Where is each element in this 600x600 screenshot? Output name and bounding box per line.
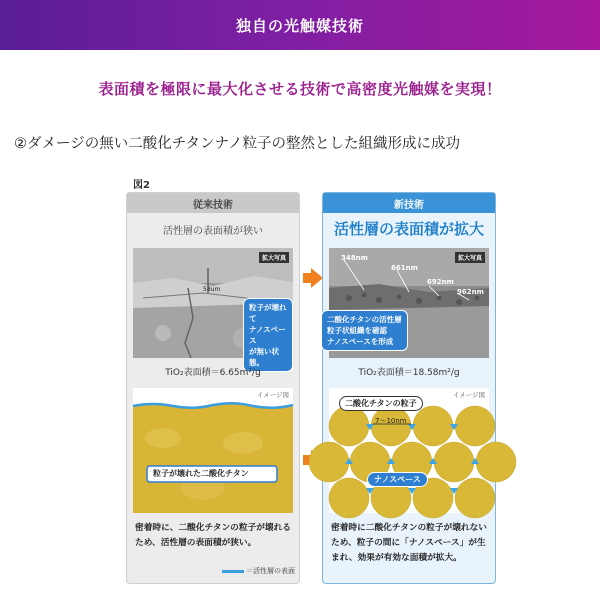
- image-tag: イメージ図: [452, 391, 485, 399]
- photo-tag: 拡大写真: [455, 252, 485, 263]
- subheading: ②ダメージの無い二酸化チタンナノ粒子の整然とした組織形成に成功: [14, 136, 460, 152]
- nanospace-label: ナノスペース: [367, 472, 428, 487]
- legend-label: ＝活性層の表面: [246, 567, 295, 575]
- description: 密着時に、二酸化チタンの粒子が壊れるため、活性層の表面積が狭い。: [135, 523, 291, 548]
- conceptual-image: [329, 388, 489, 513]
- new-technology-panel: [322, 192, 496, 584]
- description: 密着時に二酸化チタンの粒子が壊れないため、粒子の間に「ナノスペース」が生まれ、効果が有効な面積が拡大。: [331, 523, 487, 563]
- photo-callout: 粒子が壊れて ナノスペース が無い状態。: [243, 298, 293, 372]
- panel-title: 活性層の表面積が拡大: [333, 220, 484, 238]
- panel-header: 新技術: [323, 193, 495, 213]
- panel-header: 従来技術: [127, 193, 299, 213]
- particle-label: 二酸化チタンの粒子: [339, 396, 423, 411]
- measurement-label: 692nm: [427, 278, 454, 286]
- flattened-layer-illustration: [133, 388, 293, 513]
- measurement-label: 348nm: [341, 254, 368, 262]
- conventional-technology-panel: [126, 192, 300, 584]
- image-callout: 粒子が壊れた二酸化チタン: [153, 469, 249, 478]
- micrograph-photo: [329, 248, 489, 358]
- measurement-label: 661nm: [391, 264, 418, 272]
- surface-area-value: TiO₂表面積＝18.58m²/g: [358, 368, 460, 378]
- legend-line-swatch: [222, 570, 244, 573]
- size-label: 7〜10nm: [375, 417, 407, 425]
- surface-area-value: TiO₂表面積＝6.65m²/g: [165, 368, 261, 378]
- title-banner: [0, 0, 600, 50]
- photo-tag: 拡大写真: [259, 252, 289, 263]
- panel-title: 活性層の表面積が狭い: [163, 226, 263, 237]
- figure-label: 図2: [133, 180, 150, 191]
- headline: 表面積を極限に最大化させる技術で高密度光触媒を実現！: [98, 80, 502, 98]
- legend: [222, 566, 295, 576]
- measurement-label: 962nm: [457, 288, 484, 296]
- photo-callout: 二酸化チタンの活性層 粒子状組織を確認 ナノスペースを形成: [321, 310, 408, 351]
- micrograph-photo: [133, 248, 293, 367]
- image-tag: イメージ図: [256, 391, 289, 399]
- banner-title: 独自の光触媒技術: [235, 16, 364, 35]
- conceptual-image: [133, 388, 293, 513]
- scale-label: 58um: [203, 286, 221, 293]
